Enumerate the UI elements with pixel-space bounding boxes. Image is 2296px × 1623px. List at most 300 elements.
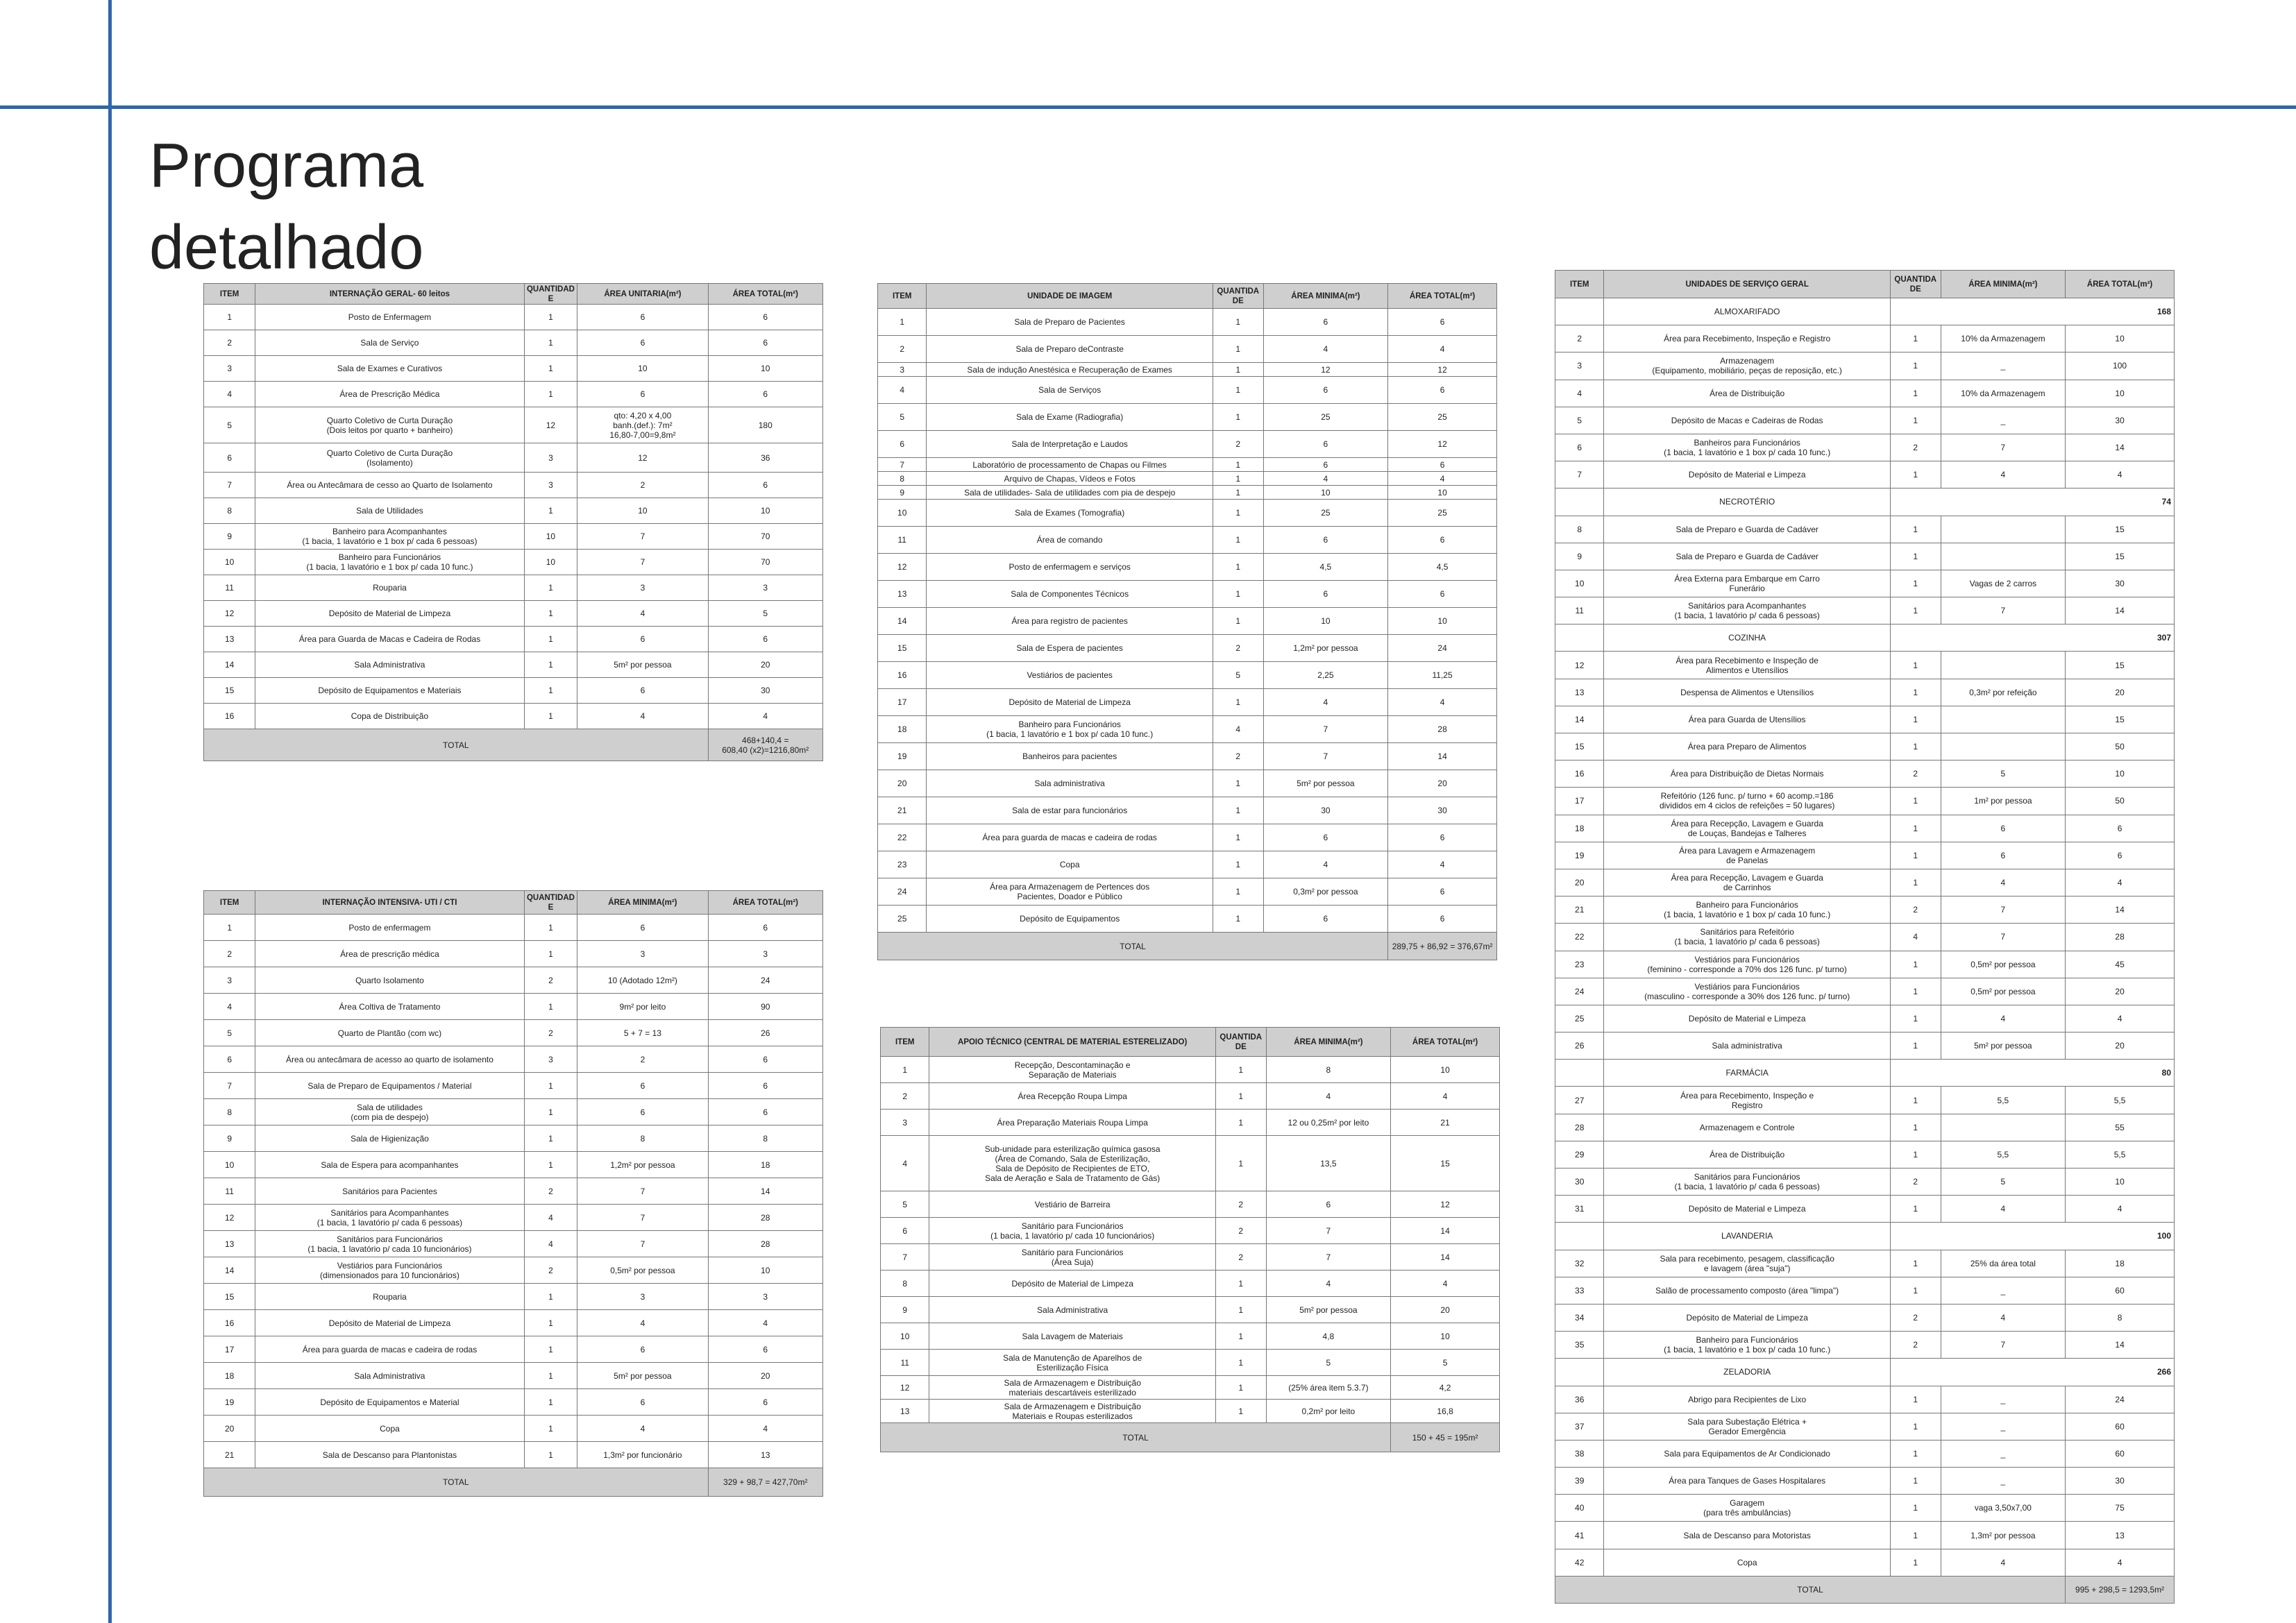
cell-item: 10 bbox=[881, 1323, 929, 1350]
cell-description: Posto de enfermagem bbox=[255, 915, 524, 941]
cell-item: 6 bbox=[204, 1046, 255, 1073]
cell-quantity: 1 bbox=[1213, 336, 1263, 363]
table-row bbox=[878, 404, 1497, 431]
cell-description: Recepção, Descontaminação e Separação de Materiais bbox=[929, 1057, 1215, 1083]
cell-item: 16 bbox=[878, 662, 927, 689]
column-header-total: ÁREA TOTAL(m²) bbox=[708, 891, 822, 915]
cell-total: 6 bbox=[708, 330, 822, 356]
cell-quantity: 1 bbox=[1213, 797, 1263, 824]
cell-description: Copa de Distribuição bbox=[255, 704, 524, 729]
cell-item: 41 bbox=[1555, 1522, 1604, 1549]
cell-area: 4 bbox=[577, 601, 708, 627]
cell-area: 10 bbox=[577, 498, 708, 524]
cell-description: Abrigo para Recipientes de Lixo bbox=[1604, 1386, 1890, 1413]
cell-area bbox=[1941, 516, 2066, 543]
cell-total: 30 bbox=[1388, 797, 1497, 824]
cell-item: 9 bbox=[881, 1297, 929, 1323]
table-row bbox=[1555, 434, 2175, 461]
cell-area: 4 bbox=[1941, 1304, 2066, 1331]
cell-description: Banheiro para Funcionários (1 bacia, 1 lavatório e 1 box p/ cada 10 func.) bbox=[1604, 897, 1890, 924]
cell-total: 75 bbox=[2066, 1495, 2175, 1522]
cell-description: Sala de Exames e Curativos bbox=[255, 356, 524, 382]
table-row bbox=[878, 608, 1497, 635]
cell-area: 7 bbox=[1263, 716, 1388, 743]
cell-area: 4 bbox=[1941, 1005, 2066, 1032]
cell-area: 5m² por pessoa bbox=[1941, 1033, 2066, 1060]
cell-quantity: 2 bbox=[1215, 1218, 1266, 1244]
cell-quantity: 1 bbox=[1215, 1297, 1266, 1323]
cell-item: 15 bbox=[1555, 733, 1604, 760]
cell-description: Sala de Serviços bbox=[927, 377, 1213, 404]
cell-item: 31 bbox=[1555, 1196, 1604, 1223]
cell-quantity: 1 bbox=[1890, 706, 1941, 733]
cell-area: 0,3m² por pessoa bbox=[1263, 878, 1388, 906]
cell-total: 10 bbox=[2066, 380, 2175, 407]
page-title bbox=[149, 125, 423, 289]
total-value: 150 + 45 = 195m² bbox=[1391, 1423, 1500, 1452]
table-row bbox=[881, 1271, 1500, 1297]
cell-total: 6 bbox=[2066, 842, 2175, 869]
cell-total: 4 bbox=[1388, 689, 1497, 716]
cell-item: 28 bbox=[1555, 1114, 1604, 1141]
table-row bbox=[878, 824, 1497, 851]
cell-total: 6 bbox=[708, 1099, 822, 1125]
cell-description: Vestiários de pacientes bbox=[927, 662, 1213, 689]
cell-description: Posto de enfermagem e serviços bbox=[927, 554, 1213, 581]
cell-quantity: 2 bbox=[1890, 434, 1941, 461]
cell-area: 6 bbox=[577, 1336, 708, 1363]
cell-area: 6 bbox=[1263, 581, 1388, 608]
cell-item: 5 bbox=[881, 1191, 929, 1218]
cell-area: 7 bbox=[1266, 1218, 1391, 1244]
cell-item: 25 bbox=[1555, 1005, 1604, 1032]
section-label: FARMÁCIA bbox=[1604, 1060, 1890, 1087]
cell-total: 30 bbox=[2066, 407, 2175, 434]
table-row bbox=[1555, 1005, 2175, 1032]
cell-item: 7 bbox=[204, 473, 255, 498]
cell-quantity: 1 bbox=[524, 915, 577, 941]
cell-description: Banheiros para pacientes bbox=[927, 743, 1213, 770]
cell-item: 20 bbox=[204, 1416, 255, 1442]
cell-total: 30 bbox=[2066, 570, 2175, 597]
cell-area: 6 bbox=[1263, 527, 1388, 554]
table-row bbox=[204, 443, 823, 473]
table-row bbox=[878, 309, 1497, 336]
total-row bbox=[1555, 1576, 2175, 1603]
cell-description: Depósito de Equipamentos bbox=[927, 906, 1213, 933]
cell-total: 4 bbox=[2066, 1005, 2175, 1032]
cell-area: 7 bbox=[577, 1178, 708, 1205]
cell-item: 4 bbox=[204, 994, 255, 1020]
cell-area: 12 bbox=[577, 443, 708, 473]
cell-quantity: 1 bbox=[524, 1152, 577, 1178]
table-row bbox=[204, 627, 823, 652]
total-label: TOTAL bbox=[204, 1468, 709, 1497]
section-label: COZINHA bbox=[1604, 624, 1890, 652]
cell-item: 42 bbox=[1555, 1549, 1604, 1576]
cell-description: Sala administrativa bbox=[927, 770, 1213, 797]
cell-quantity: 1 bbox=[1890, 1386, 1941, 1413]
cell-item: 17 bbox=[204, 1336, 255, 1363]
table-row bbox=[204, 1284, 823, 1310]
cell-area: 7 bbox=[577, 1231, 708, 1257]
table-row bbox=[204, 1152, 823, 1178]
cell-total: 14 bbox=[1391, 1244, 1500, 1271]
table-row bbox=[1555, 325, 2175, 352]
cell-area: qto: 4,20 x 4,00 banh.(def.): 7m² 16,80-7,00=9,8m² bbox=[577, 407, 708, 443]
cell-quantity: 1 bbox=[524, 1442, 577, 1468]
cell-item: 14 bbox=[1555, 706, 1604, 733]
table-row bbox=[878, 906, 1497, 933]
cell-description: Sala para Equipamentos de Ar Condicionado bbox=[1604, 1440, 1890, 1467]
cell-quantity: 1 bbox=[1890, 1549, 1941, 1576]
table-row bbox=[204, 941, 823, 967]
cell-area: 5 bbox=[1941, 1169, 2066, 1196]
cell-quantity: 1 bbox=[1213, 500, 1263, 527]
table-row bbox=[878, 851, 1497, 878]
cell-description: Área ou antecâmara de acesso ao quarto de isolamento bbox=[255, 1046, 524, 1073]
table-header-row bbox=[204, 284, 823, 305]
cell-quantity: 1 bbox=[1890, 1495, 1941, 1522]
cell-item: 23 bbox=[1555, 951, 1604, 978]
cell-item: 12 bbox=[204, 601, 255, 627]
cell-total: 15 bbox=[2066, 652, 2175, 679]
cell-item: 6 bbox=[878, 431, 927, 458]
cell-quantity: 1 bbox=[1213, 554, 1263, 581]
cell-item: 12 bbox=[881, 1376, 929, 1400]
cell-item: 11 bbox=[204, 1178, 255, 1205]
cell-total: 24 bbox=[708, 967, 822, 994]
cell-item: 30 bbox=[1555, 1169, 1604, 1196]
table-row bbox=[204, 1336, 823, 1363]
cell-quantity: 1 bbox=[1213, 906, 1263, 933]
cell-description: Sanitários para Funcionários (1 bacia, 1 lavatório p/ cada 10 funcionários) bbox=[255, 1231, 524, 1257]
cell-quantity: 2 bbox=[524, 967, 577, 994]
cell-total: 20 bbox=[2066, 679, 2175, 706]
cell-area: _ bbox=[1941, 1440, 2066, 1467]
table-row bbox=[878, 770, 1497, 797]
table-header-row bbox=[1555, 271, 2175, 298]
table-imagem bbox=[877, 283, 1497, 960]
cell-quantity: 1 bbox=[1890, 842, 1941, 869]
cell-quantity: 1 bbox=[524, 330, 577, 356]
cell-description: Área de comando bbox=[927, 527, 1213, 554]
cell-total: 12 bbox=[1388, 431, 1497, 458]
table-row bbox=[881, 1191, 1500, 1218]
cell-total: 3 bbox=[708, 941, 822, 967]
cell-area: _ bbox=[1941, 1277, 2066, 1304]
cell-total: 5,5 bbox=[2066, 1141, 2175, 1168]
section-total: 266 bbox=[1890, 1359, 2174, 1386]
section-label: NECROTÉRIO bbox=[1604, 488, 1890, 516]
cell-item: 21 bbox=[878, 797, 927, 824]
cell-quantity: 2 bbox=[1215, 1191, 1266, 1218]
cell-item: 9 bbox=[878, 486, 927, 500]
table-row bbox=[878, 635, 1497, 662]
cell-description: Vestiários para Funcionários (feminino - corresponde a 70% dos 126 func. p/ turno) bbox=[1604, 951, 1890, 978]
cell-description: Banheiro para Funcionários (1 bacia, 1 lavatório e 1 box p/ cada 10 func.) bbox=[927, 716, 1213, 743]
cell-quantity: 2 bbox=[1213, 431, 1263, 458]
cell-quantity: 1 bbox=[1213, 458, 1263, 472]
cell-total: 180 bbox=[708, 407, 822, 443]
cell-item: 20 bbox=[878, 770, 927, 797]
cell-item: 4 bbox=[1555, 380, 1604, 407]
cell-total: 4 bbox=[2066, 1549, 2175, 1576]
cell-quantity: 1 bbox=[1213, 527, 1263, 554]
table-row bbox=[1555, 570, 2175, 597]
cell-quantity: 1 bbox=[1215, 1350, 1266, 1376]
cell-item: 26 bbox=[1555, 1033, 1604, 1060]
cell-item: 7 bbox=[881, 1244, 929, 1271]
cell-item: 1 bbox=[204, 915, 255, 941]
cell-total: 5 bbox=[708, 601, 822, 627]
cell-area: 6 bbox=[1263, 377, 1388, 404]
cell-item: 15 bbox=[878, 635, 927, 662]
table-row bbox=[204, 356, 823, 382]
table-row bbox=[881, 1323, 1500, 1350]
cell-area: 4 bbox=[1941, 1196, 2066, 1223]
table-row bbox=[204, 678, 823, 704]
cell-description: Sala para Subestação Elétrica + Gerador Emergência bbox=[1604, 1413, 1890, 1440]
table-internacao-geral bbox=[203, 283, 823, 761]
section-label: ALMOXARIFADO bbox=[1604, 298, 1890, 325]
cell-quantity: 4 bbox=[1213, 716, 1263, 743]
section-item-cell bbox=[1555, 298, 1604, 325]
cell-item: 38 bbox=[1555, 1440, 1604, 1467]
cell-description: Vestiários para Funcionários (masculino - corresponde a 30% dos 126 func. p/ turno) bbox=[1604, 978, 1890, 1005]
table-row bbox=[204, 994, 823, 1020]
cell-area: 6 bbox=[577, 678, 708, 704]
cell-item: 2 bbox=[878, 336, 927, 363]
cell-total: 6 bbox=[708, 1046, 822, 1073]
cell-quantity: 2 bbox=[524, 1020, 577, 1046]
cell-quantity: 1 bbox=[1890, 352, 1941, 380]
cell-area: _ bbox=[1941, 352, 2066, 380]
cell-item: 5 bbox=[204, 407, 255, 443]
title-line-2: detalhado bbox=[149, 213, 424, 282]
total-row bbox=[204, 729, 823, 761]
cell-description: Depósito de Material de Limpeza bbox=[929, 1271, 1215, 1297]
cell-quantity: 1 bbox=[524, 575, 577, 601]
cell-quantity: 3 bbox=[524, 1046, 577, 1073]
cell-item: 9 bbox=[204, 1125, 255, 1152]
cell-item: 19 bbox=[878, 743, 927, 770]
cell-area: 10 bbox=[1263, 486, 1388, 500]
cell-quantity: 1 bbox=[1215, 1376, 1266, 1400]
cell-quantity: 10 bbox=[524, 550, 577, 575]
table-row bbox=[204, 601, 823, 627]
table-row bbox=[204, 550, 823, 575]
table-row bbox=[204, 498, 823, 524]
cell-item: 1 bbox=[878, 309, 927, 336]
cell-total: 15 bbox=[2066, 543, 2175, 570]
table-row bbox=[1555, 842, 2175, 869]
table-row bbox=[204, 1310, 823, 1336]
cell-quantity: 1 bbox=[1890, 1141, 1941, 1168]
cell-item: 11 bbox=[204, 575, 255, 601]
cell-area: 2 bbox=[577, 1046, 708, 1073]
cell-total: 3 bbox=[708, 575, 822, 601]
cell-area: 3 bbox=[577, 1284, 708, 1310]
cell-total: 6 bbox=[1388, 824, 1497, 851]
cell-total: 30 bbox=[708, 678, 822, 704]
cell-description: Sanitários para Acompanhantes (1 bacia, 1 lavatório p/ cada 6 pessoas) bbox=[255, 1205, 524, 1231]
table-row bbox=[1555, 1468, 2175, 1495]
cell-area: 1m² por pessoa bbox=[1941, 788, 2066, 815]
section-row bbox=[1555, 298, 2175, 325]
cell-quantity: 1 bbox=[1890, 570, 1941, 597]
table-row bbox=[204, 1389, 823, 1416]
total-value: 289,75 + 86,92 = 376,67m² bbox=[1388, 933, 1497, 960]
cell-area: 5m² por pessoa bbox=[1263, 770, 1388, 797]
cell-total: 5 bbox=[1391, 1350, 1500, 1376]
cell-total: 14 bbox=[1388, 743, 1497, 770]
cell-area: 1,2m² por pessoa bbox=[1263, 635, 1388, 662]
cell-total: 4 bbox=[2066, 461, 2175, 488]
table-row bbox=[1555, 733, 2175, 760]
cell-description: Área para Preparo de Alimentos bbox=[1604, 733, 1890, 760]
cell-item: 23 bbox=[878, 851, 927, 878]
cell-total: 12 bbox=[1391, 1191, 1500, 1218]
cell-quantity: 1 bbox=[524, 382, 577, 407]
table-row bbox=[204, 1020, 823, 1046]
cell-area: 7 bbox=[1941, 597, 2066, 624]
table-row bbox=[878, 500, 1497, 527]
cell-quantity: 1 bbox=[1890, 380, 1941, 407]
cell-quantity: 1 bbox=[1215, 1323, 1266, 1350]
section-row bbox=[1555, 488, 2175, 516]
table-row bbox=[1555, 1114, 2175, 1141]
cell-area: 7 bbox=[1941, 924, 2066, 951]
cell-area: 5m² por pessoa bbox=[1266, 1297, 1391, 1323]
table-row bbox=[881, 1110, 1500, 1136]
cell-area: 6 bbox=[1263, 431, 1388, 458]
table-row bbox=[204, 1205, 823, 1231]
cell-item: 18 bbox=[1555, 815, 1604, 842]
cell-description: Laboratório de processamento de Chapas ou Filmes bbox=[927, 458, 1213, 472]
cell-item: 16 bbox=[204, 704, 255, 729]
cell-description: Área para registro de pacientes bbox=[927, 608, 1213, 635]
table-row bbox=[204, 407, 823, 443]
cell-area: 8 bbox=[577, 1125, 708, 1152]
cell-area: 25% da área total bbox=[1941, 1250, 2066, 1277]
cell-item: 14 bbox=[204, 1257, 255, 1284]
cell-quantity: 1 bbox=[1213, 472, 1263, 486]
cell-item: 3 bbox=[881, 1110, 929, 1136]
cell-area: 3 bbox=[577, 575, 708, 601]
cell-area bbox=[1941, 706, 2066, 733]
column-header-area: ÁREA UNITARIA(m²) bbox=[577, 284, 708, 305]
table-row bbox=[878, 486, 1497, 500]
cell-quantity: 2 bbox=[1890, 760, 1941, 788]
total-label: TOTAL bbox=[204, 729, 709, 761]
cell-item: 32 bbox=[1555, 1250, 1604, 1277]
cell-description: Depósito de Material de Limpeza bbox=[927, 689, 1213, 716]
table-row bbox=[878, 554, 1497, 581]
cell-total: 10 bbox=[2066, 760, 2175, 788]
table-row bbox=[1555, 924, 2175, 951]
column-header-area: ÁREA MINIMA(m²) bbox=[1941, 271, 2066, 298]
cell-description: Sala de Descanso para Motoristas bbox=[1604, 1522, 1890, 1549]
cell-description: Sala de Manutenção de Aparelhos de Esterilização Física bbox=[929, 1350, 1215, 1376]
cell-description: Sala Administrativa bbox=[255, 1363, 524, 1389]
table-row bbox=[204, 382, 823, 407]
cell-description: Copa bbox=[927, 851, 1213, 878]
horizontal-rule bbox=[0, 105, 2296, 109]
table-row bbox=[1555, 543, 2175, 570]
table-row bbox=[878, 527, 1497, 554]
total-value: 468+140,4 = 608,40 (x2)=1216,80m² bbox=[708, 729, 822, 761]
cell-area: 7 bbox=[577, 1205, 708, 1231]
cell-total: 25 bbox=[1388, 500, 1497, 527]
cell-quantity: 1 bbox=[1213, 878, 1263, 906]
cell-item: 17 bbox=[878, 689, 927, 716]
table-row bbox=[204, 1363, 823, 1389]
cell-description: Depósito de Equipamentos e Materiais bbox=[255, 678, 524, 704]
cell-area: 4 bbox=[1263, 336, 1388, 363]
cell-total: 15 bbox=[2066, 706, 2175, 733]
cell-area: 0,5m² por pessoa bbox=[577, 1257, 708, 1284]
table-uti bbox=[203, 890, 823, 1497]
cell-description: Banheiros para Funcionários (1 bacia, 1 lavatório e 1 box p/ cada 10 func.) bbox=[1604, 434, 1890, 461]
cell-total: 6 bbox=[708, 1336, 822, 1363]
cell-description: Quarto de Plantão (com wc) bbox=[255, 1020, 524, 1046]
cell-total: 14 bbox=[1391, 1218, 1500, 1244]
cell-description: Sala Administrativa bbox=[929, 1297, 1215, 1323]
cell-total: 6 bbox=[1388, 878, 1497, 906]
cell-total: 50 bbox=[2066, 733, 2175, 760]
cell-quantity: 1 bbox=[524, 356, 577, 382]
cell-quantity: 1 bbox=[524, 941, 577, 967]
cell-area: 6 bbox=[1941, 815, 2066, 842]
cell-quantity: 1 bbox=[1213, 581, 1263, 608]
table-row bbox=[204, 915, 823, 941]
cell-description: Sala de Higienização bbox=[255, 1125, 524, 1152]
cell-quantity: 3 bbox=[524, 443, 577, 473]
cell-total: 45 bbox=[2066, 951, 2175, 978]
table-row bbox=[1555, 1495, 2175, 1522]
cell-item: 36 bbox=[1555, 1386, 1604, 1413]
total-row bbox=[878, 933, 1497, 960]
table-row bbox=[1555, 352, 2175, 380]
cell-total: 60 bbox=[2066, 1413, 2175, 1440]
cell-quantity: 1 bbox=[1890, 869, 1941, 896]
cell-total: 24 bbox=[1388, 635, 1497, 662]
table-row bbox=[1555, 1386, 2175, 1413]
table-row bbox=[1555, 815, 2175, 842]
table-row bbox=[881, 1400, 1500, 1423]
total-label: TOTAL bbox=[1555, 1576, 2066, 1603]
cell-quantity: 2 bbox=[524, 1178, 577, 1205]
cell-description: Armazenagem e Controle bbox=[1604, 1114, 1890, 1141]
cell-description: Salão de processamento composto (área "limpa") bbox=[1604, 1277, 1890, 1304]
cell-total: 90 bbox=[708, 994, 822, 1020]
cell-description: Banheiro para Funcionários (1 bacia, 1 lavatório e 1 box p/ cada 10 func.) bbox=[255, 550, 524, 575]
cell-total: 70 bbox=[708, 524, 822, 550]
table-row bbox=[1555, 461, 2175, 488]
cell-description: Área ou Antecâmara de cesso ao Quarto de Isolamento bbox=[255, 473, 524, 498]
cell-area: 30 bbox=[1263, 797, 1388, 824]
cell-area: 4 bbox=[1263, 472, 1388, 486]
cell-area: 1,3m² por pessoa bbox=[1941, 1522, 2066, 1549]
cell-area bbox=[1941, 652, 2066, 679]
cell-area: 2,25 bbox=[1263, 662, 1388, 689]
cell-item: 22 bbox=[1555, 924, 1604, 951]
cell-quantity: 1 bbox=[1890, 652, 1941, 679]
cell-area: 10 (Adotado 12m²) bbox=[577, 967, 708, 994]
table-row bbox=[878, 797, 1497, 824]
cell-area bbox=[1941, 1114, 2066, 1141]
